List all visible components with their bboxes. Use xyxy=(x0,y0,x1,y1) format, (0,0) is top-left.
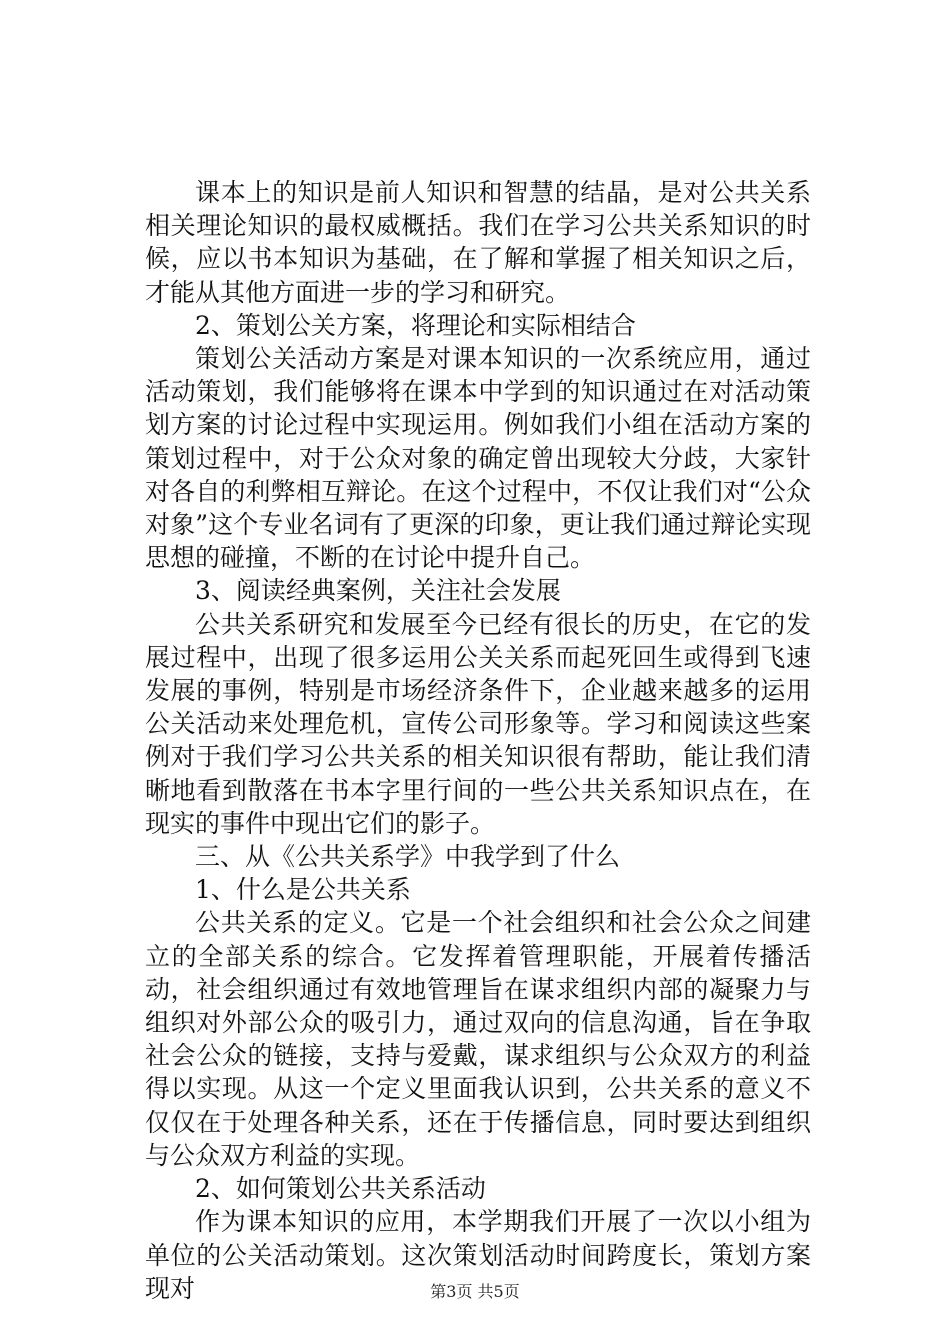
paragraph-pr-definition: 公共关系的定义。它是一个社会组织和社会公众之间建立的全部关系的综合。它发挥着管理职能，开展着传播活动，社会组织通过有效地管理旨在谋求组织内部的凝聚力与组织对外部公众的吸引力，通过双向的信息沟通，旨在争取社会公众的链接，支持与爱戴，谋求组织与公众双方的利益得以实现。从这一个定义里面我认识到，公共关系的意义不仅仅在于处理各种关系，还在于传播信息，同时要达到组织与公众双方利益的实现。 xyxy=(145,908,811,1170)
paragraph-pr-research-history: 公共关系研究和发展至今已经有很长的历史，在它的发展过程中，出现了很多运用公关关系而起死回生或得到飞速发展的事例，特别是市场经济条件下，企业越来越多的运用公关活动来处理危机，宣传公司形象等。学习和阅读这些案例对于我们学习公共关系的相关知识很有帮助，能让我们清晰地看到散落在书本字里行间的一些公共关系知识点在，在现实的事件中现出它们的影子。 xyxy=(145,609,811,838)
page-footer: 第3页 共5页 xyxy=(430,1282,520,1301)
heading-what-is-pr: 1、什么是公共关系 xyxy=(195,875,411,905)
heading-read-classic-cases: 3、阅读经典案例，关注社会发展 xyxy=(195,576,561,606)
document-body xyxy=(145,176,811,1305)
heading-how-to-plan-pr: 2、如何策划公共关系活动 xyxy=(195,1174,486,1204)
paragraph-pr-planning-application: 作为课本知识的应用，本学期我们开展了一次以小组为单位的公关活动策划。这次策划活动时间跨度长，策划方案现对 xyxy=(145,1207,811,1303)
paragraph-textbook-knowledge: 课本上的知识是前人知识和智慧的结晶，是对公共关系相关理论知识的最权威概括。我们在学习公共关系知识的时候，应以书本知识为基础，在了解和掌握了相关知识之后，才能从其他方面进一步的学习和研究。 xyxy=(145,178,811,307)
heading-plan-pr-scheme: 2、策划公关方案，将理论和实际相结合 xyxy=(195,310,636,340)
paragraph-plan-pr-activity: 策划公关活动方案是对课本知识的一次系统应用，通过活动策划，我们能够将在课本中学到的知识通过在对活动策划方案的讨论过程中实现运用。例如我们小组在活动方案的策划过程中，对于公众对象的确定曾出现较大分歧，大家针对各自的利弊相互辩论。在这个过程中，不仅让我们对“公众对象”这个专业名词有了更深的印象，更让我们通过辩论实现思想的碰撞，不断的在讨论中提升自己。 xyxy=(145,344,811,573)
heading-what-i-learned: 三、从《公共关系学》中我学到了什么 xyxy=(195,842,621,872)
